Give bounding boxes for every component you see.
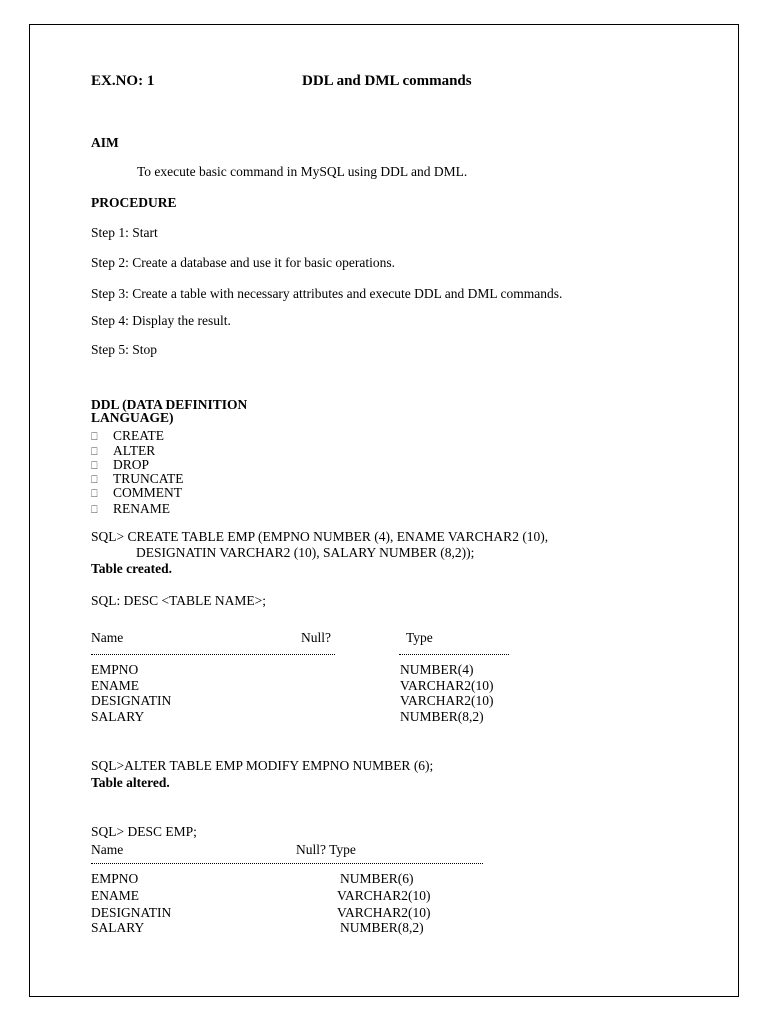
aim-text: To execute basic command in MySQL using DDL and DML. [137,164,468,179]
table-row-type: NUMBER(6) [340,871,414,886]
checkbox-bullet-icon: ⎕ [91,504,98,516]
checkbox-bullet-icon: ⎕ [91,446,98,458]
desc-header-name: Name [91,630,124,645]
procedure-step: Step 4: Display the result. [91,313,231,328]
desc-header-type: Type [406,630,433,645]
checkbox-bullet-icon: ⎕ [91,431,98,443]
table-row-name: ENAME [91,678,139,693]
ddl-item: DROP [113,457,150,472]
dotted-separator [399,654,509,655]
create-command-line1: SQL> CREATE TABLE EMP (EMPNO NUMBER (4), ENAME VARCHAR2 (10), [91,529,549,544]
dotted-separator [91,654,335,655]
page-title: DDL and DML commands [302,73,472,89]
table-row-type: NUMBER(4) [400,662,474,677]
ddl-item: CREATE [113,428,165,443]
alter-result: Table altered. [91,775,170,790]
ddl-heading-line1: DDL (DATA DEFINITION [91,397,248,412]
table-row-type: NUMBER(8,2) [340,920,424,935]
procedure-step: Step 3: Create a table with necessary attributes and execute DDL and DML commands. [91,286,563,301]
checkbox-bullet-icon: ⎕ [91,460,98,472]
desc-header-null: Null? [301,630,331,645]
create-command-line2: DESIGNATIN VARCHAR2 (10), SALARY NUMBER (8,2)); [136,545,475,560]
checkbox-bullet-icon: ⎕ [91,488,98,500]
ddl-item: RENAME [113,501,170,516]
dotted-separator [91,863,483,864]
table-row-type: VARCHAR2(10) [400,693,494,708]
create-result: Table created. [91,561,172,576]
procedure-step: Step 2: Create a database and use it for basic operations. [91,255,396,270]
exercise-number: EX.NO: 1 [91,73,155,89]
table-row-type: VARCHAR2(10) [337,905,431,920]
table-row-type: VARCHAR2(10) [400,678,494,693]
ddl-item: TRUNCATE [113,471,184,486]
ddl-item: COMMENT [113,485,183,500]
table-row-name: EMPNO [91,871,139,886]
aim-heading: AIM [91,135,119,150]
table-row-name: SALARY [91,920,145,935]
ddl-item: ALTER [113,443,156,458]
table-row-name: DESIGNATIN [91,693,172,708]
table-row-name: DESIGNATIN [91,905,172,920]
alter-command: SQL>ALTER TABLE EMP MODIFY EMPNO NUMBER (6); [91,758,434,773]
ddl-heading-line2: LANGUAGE) [91,410,174,425]
procedure-step: Step 1: Start [91,225,158,240]
desc-header-null-type: Null? Type [296,842,356,857]
procedure-heading: PROCEDURE [91,195,177,210]
procedure-step: Step 5: Stop [91,342,158,357]
table-row-name: EMPNO [91,662,139,677]
table-row-type: VARCHAR2(10) [337,888,431,903]
table-row-name: ENAME [91,888,139,903]
table-row-type: NUMBER(8,2) [400,709,484,724]
desc-header-name: Name [91,842,124,857]
desc-command: SQL: DESC <TABLE NAME>; [91,593,267,608]
table-row-name: SALARY [91,709,145,724]
checkbox-bullet-icon: ⎕ [91,474,98,486]
desc-emp-command: SQL> DESC EMP; [91,824,197,839]
